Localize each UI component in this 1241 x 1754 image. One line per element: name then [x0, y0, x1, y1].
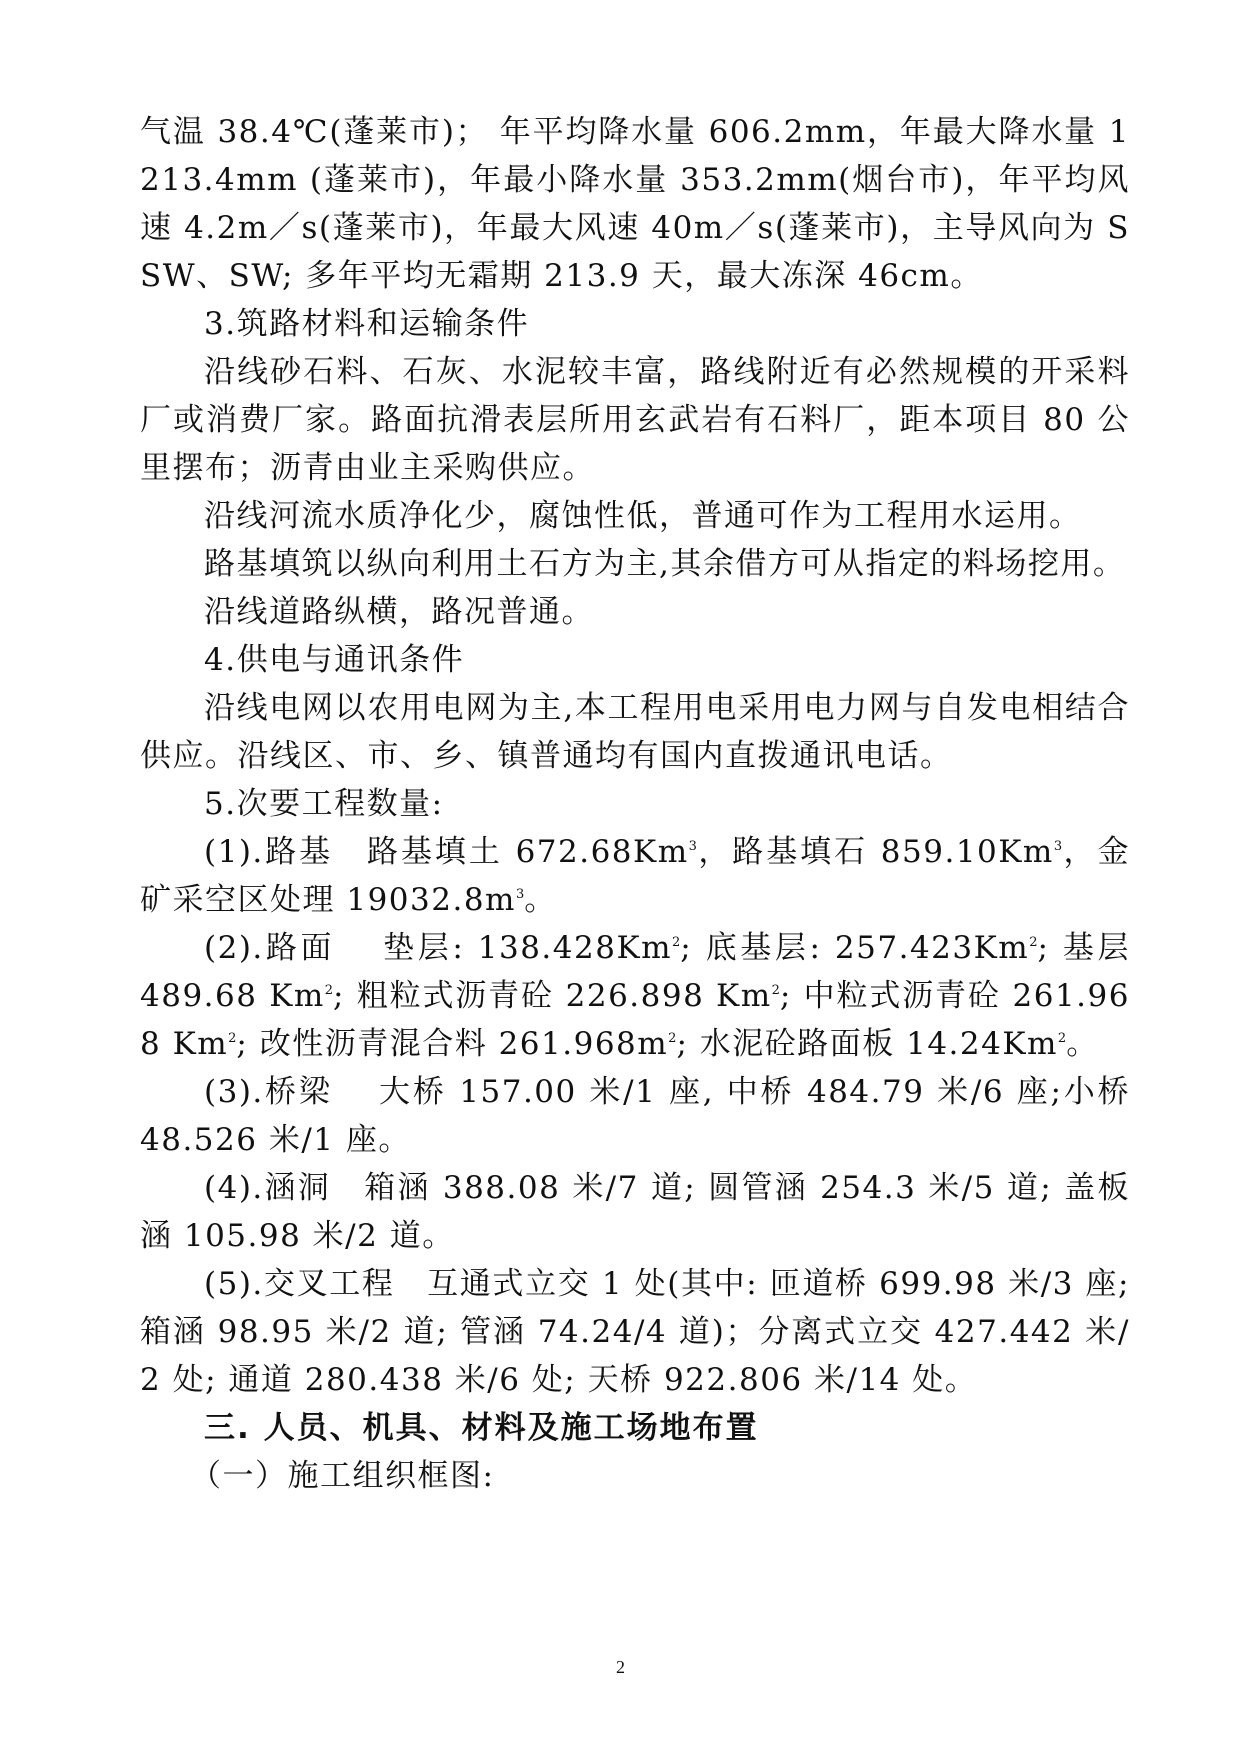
- quantity-subgrade-fill-stone: ，路基填石 859.10Km: [696, 834, 1054, 870]
- superscript-2: 2: [668, 1031, 677, 1046]
- road-conditions-paragraph: 沿线道路纵横，路况普通。: [204, 594, 594, 630]
- period: 。: [1066, 1026, 1099, 1062]
- heading-quantities: 5.次要工程数量:: [204, 786, 444, 822]
- superscript-3: 3: [515, 887, 525, 902]
- quantity-coarse-asphalt: ; 粗粒式沥青砼 226.898 Km: [333, 978, 772, 1014]
- superscript-3: 3: [1053, 839, 1063, 854]
- heading-power-communication: 4.供电与通讯条件: [204, 642, 465, 678]
- quantity-subgrade-fill-soil: (1).路基 路基填土 672.68Km: [204, 834, 689, 870]
- period: 。: [524, 882, 557, 918]
- page-number: 2: [616, 1657, 625, 1677]
- quantity-cushion-layer: (2).路面 垫层: 138.428Km: [204, 930, 673, 966]
- quantity-culverts: (4).涵洞 箱涵 388.08 米/7 道; 圆管涵 254.3 米/5 道; 盖板涵 105.98 米/2 道。: [140, 1170, 1130, 1254]
- superscript-2: 2: [672, 935, 681, 950]
- heading-materials-transport: 3.筑路材料和运输条件: [204, 306, 530, 342]
- quantity-subbase: ; 底基层: 257.423Km: [680, 930, 1030, 966]
- section-heading-personnel: 三. 人员、机具、材料及施工场地布置: [204, 1410, 759, 1446]
- superscript-2: 2: [1057, 1031, 1067, 1046]
- quantity-modified-asphalt: ; 改性沥青混合料 261.968m: [236, 1026, 669, 1062]
- superscript-3: 3: [688, 839, 697, 854]
- superscript-2: 2: [1029, 935, 1038, 950]
- quantity-goaf-treatment: ，金矿采空区处理 19032.8m: [140, 834, 1130, 918]
- climate-paragraph: 气温 38.4℃(蓬莱市)； 年平均降水量 606.2mm，年最大降水量 1213.4mm (蓬莱市)，年最小降水量 353.2mm(烟台市)，年平均风速 4.2m／s(蓬莱市)，年最大风速 40m／s(蓬莱市)，主导风向为 SSW、SW; 多年平均无霜期 213.9 天，最大冻深 46cm。: [140, 114, 1130, 294]
- quantity-subgrade: [140, 828, 1130, 924]
- subsection-heading-organization-chart: （一）施工组织框图:: [190, 1458, 495, 1494]
- quantity-medium-asphalt: ; 中粒式沥青砼 261.968 Km: [140, 978, 1130, 1062]
- water-quality-paragraph: 沿线河流水质净化少，腐蚀性低，普通可作为工程用水运用。: [204, 498, 1082, 534]
- quantity-pavement: [140, 924, 1130, 1068]
- subgrade-fill-paragraph: 路基填筑以纵向利用土石方为主,其余借方可从指定的料场挖用。: [204, 546, 1126, 582]
- quantity-concrete-slab: ; 水泥砼路面板 14.24Km: [676, 1026, 1058, 1062]
- quantity-bridges: (3).桥梁 大桥 157.00 米/1 座, 中桥 484.79 米/6 座;小桥 48.526 米/1 座。: [140, 1074, 1130, 1158]
- document-body: [140, 108, 1130, 1500]
- superscript-2: 2: [324, 983, 334, 998]
- quantity-base: ; 基层 489.68 Km: [140, 930, 1130, 1014]
- materials-paragraph: 沿线砂石料、石灰、水泥较丰富，路线附近有必然规模的开采料厂或消费厂家。路面抗滑表层所用玄武岩有石料厂，距本项目 80 公里摆布；沥青由业主采购供应。: [140, 354, 1130, 486]
- superscript-2: 2: [771, 983, 780, 998]
- quantity-interchanges: (5).交叉工程 互通式立交 1 处(其中: 匝道桥 699.98 米/3 座; 箱涵 98.95 米/2 道; 管涵 74.24/4 道)；分离式立交 427.442 米/2 处; 通道 280.438 米/6 处; 天桥 922.806 米/14 处。: [140, 1266, 1130, 1398]
- power-paragraph: 沿线电网以农用电网为主,本工程用电采用电力网与自发电相结合供应。沿线区、市、乡、镇普通均有国内直拨通讯电话。: [140, 690, 1130, 774]
- superscript-2: 2: [228, 1031, 237, 1046]
